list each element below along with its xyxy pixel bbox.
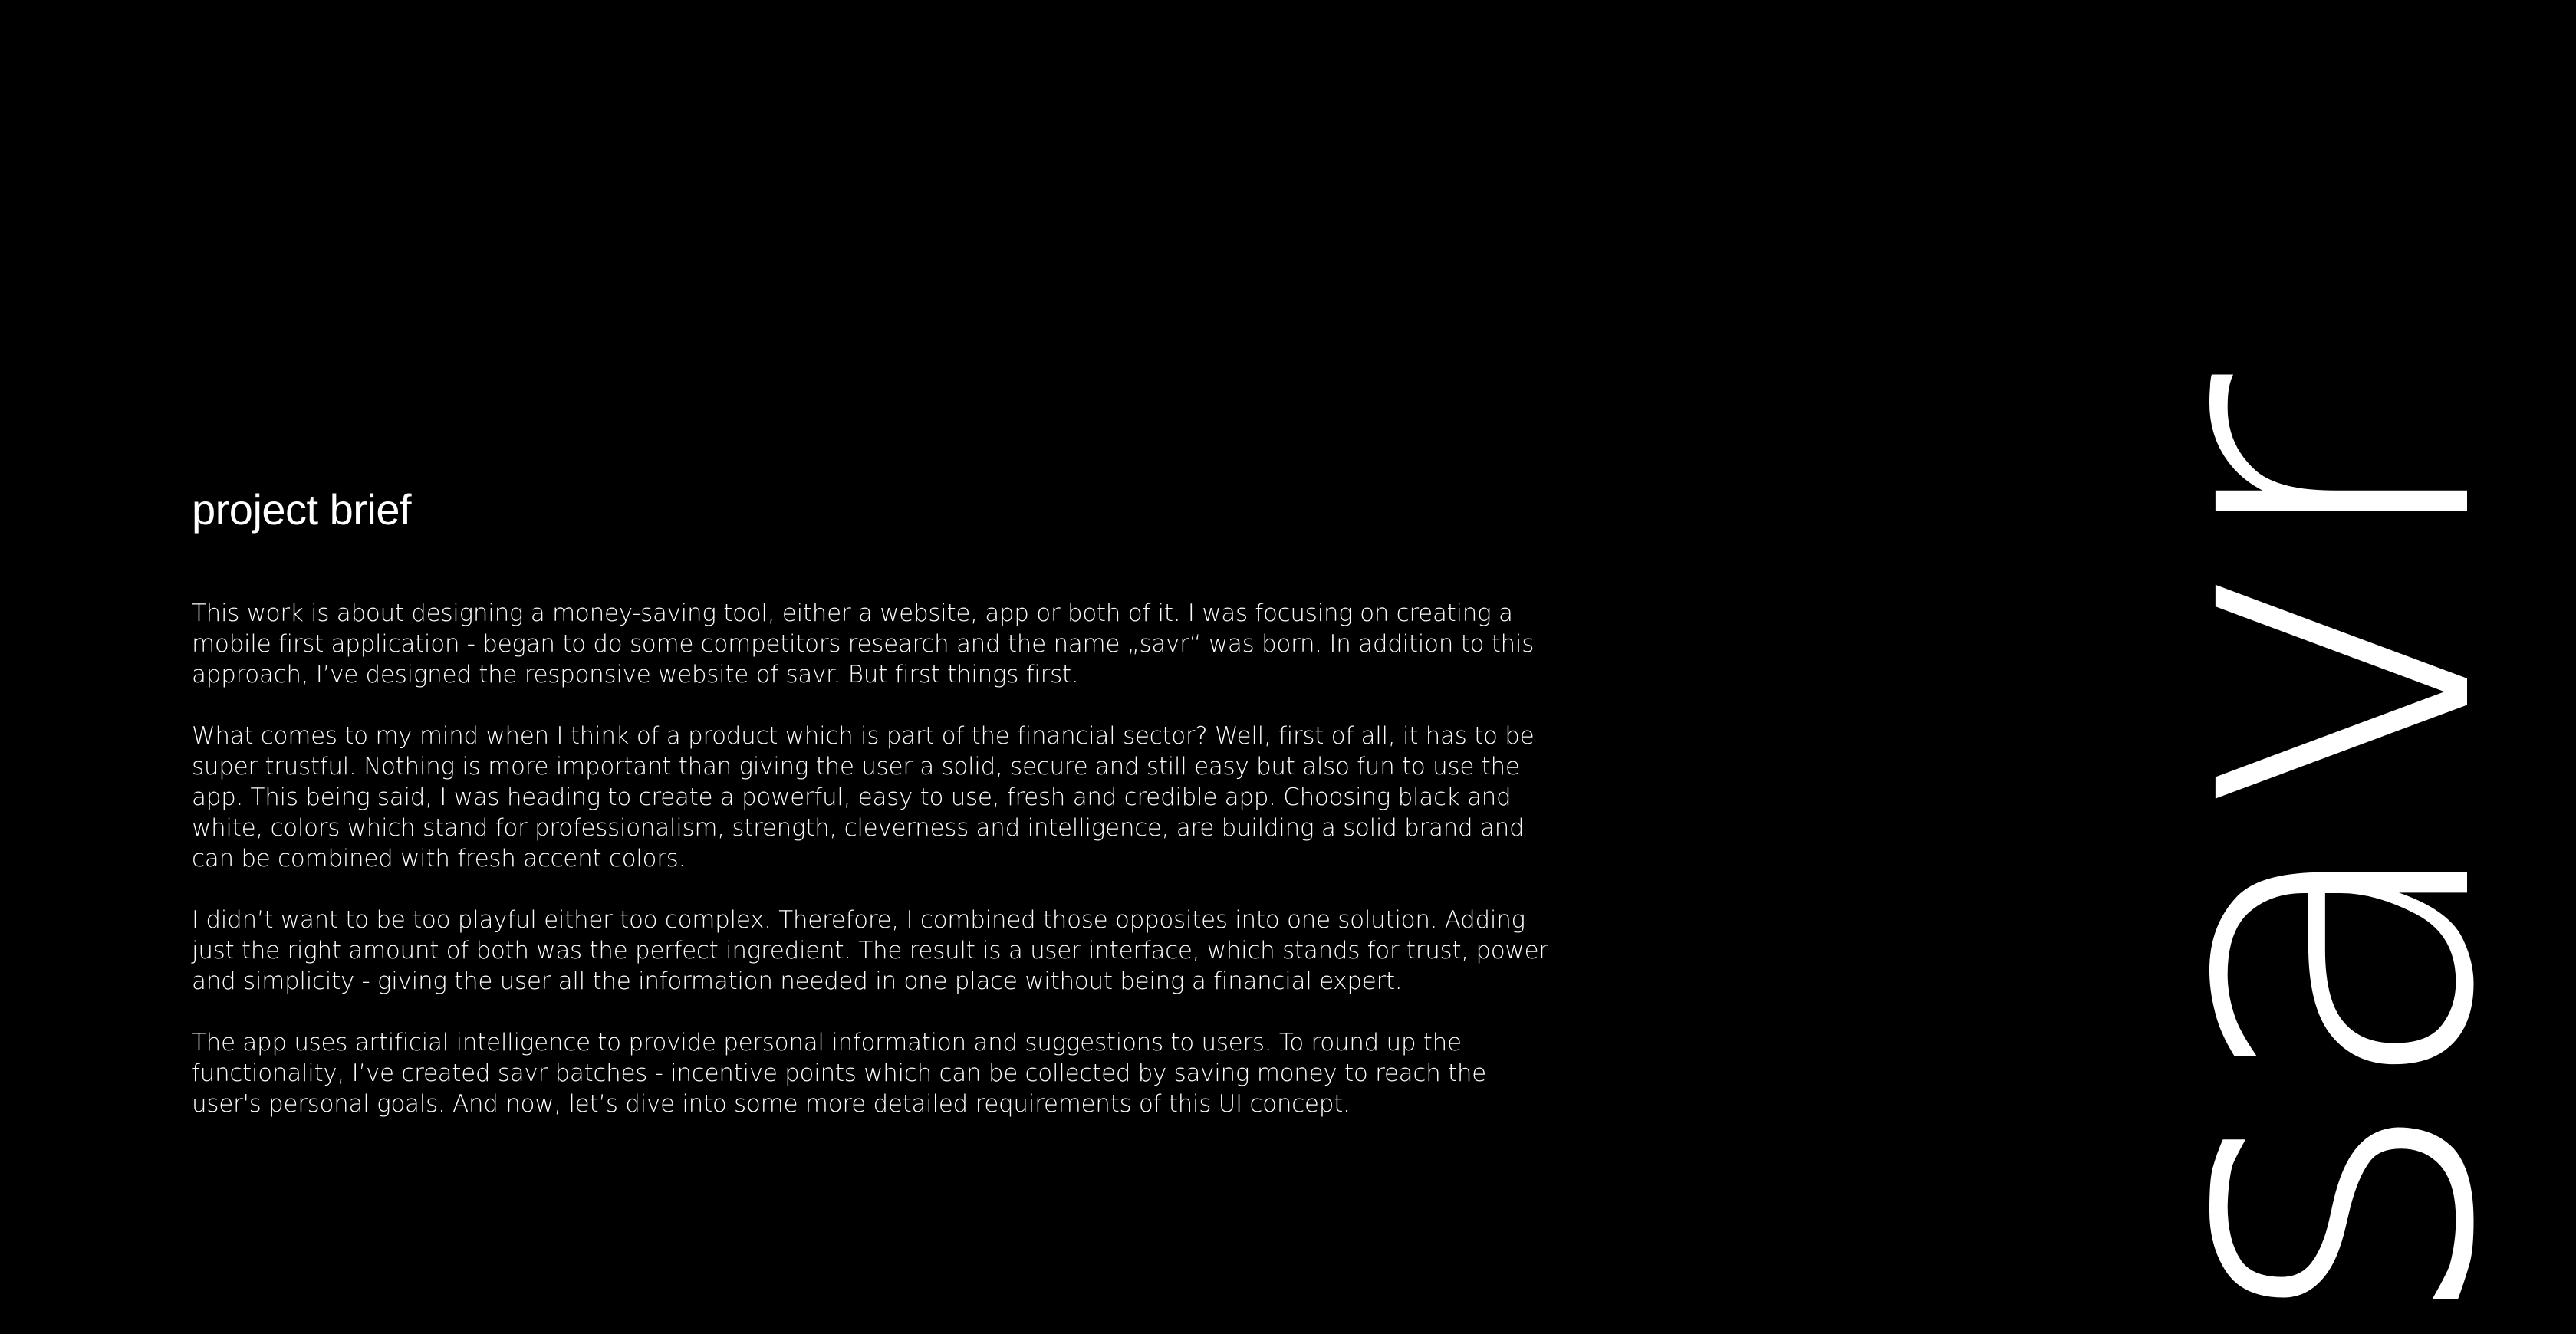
brief-paragraph-1: This work is about designing a money-saving tool, either a website, app or both of it. I was focusing on creating a mobile first application - began to do some competitors research and the name „savr“ was born. In addition to this approach, I’ve designed the responsive website of savr. But first things first. xyxy=(192,600,1535,688)
brand-wordmark: savr xyxy=(2040,381,2576,1334)
brief-paragraph-2: What comes to my mind when I think of a product which is part of the financial sector? Well, first of all, it has to be super trustful. Nothing is more important than giving the user a solid, secure and still easy but also fun to use the app. This being said, I was heading to create a powerful, easy to use, fresh and credible app. Choosing black and white, colors which stand for professionalism, strength, cleverness and intelligence, are building a solid brand and can be combined with fresh accent colors. xyxy=(192,722,1535,872)
brief-paragraph-4: The app uses artificial intelligence to provide personal information and suggestions to users. To round up the functionality, I’ve created savr batches - incentive points which can be collected by saving money to reach the user's personal goals. And now, let’s dive into some more detailed requirements of this UI concept. xyxy=(192,1029,1486,1118)
page-title: project brief xyxy=(192,485,412,534)
project-brief-section xyxy=(192,485,1549,1150)
brief-paragraph-3: I didn’t want to be too playful either too complex. Therefore, I combined those opposites into one solution. Adding just the right amount of both was the perfect ingredient. The result is a user interface, which stands for trust, power and simplicity - giving the user all the information needed in one place without being a financial expert. xyxy=(192,906,1548,995)
brand-wordmark-area xyxy=(1580,0,2576,1334)
